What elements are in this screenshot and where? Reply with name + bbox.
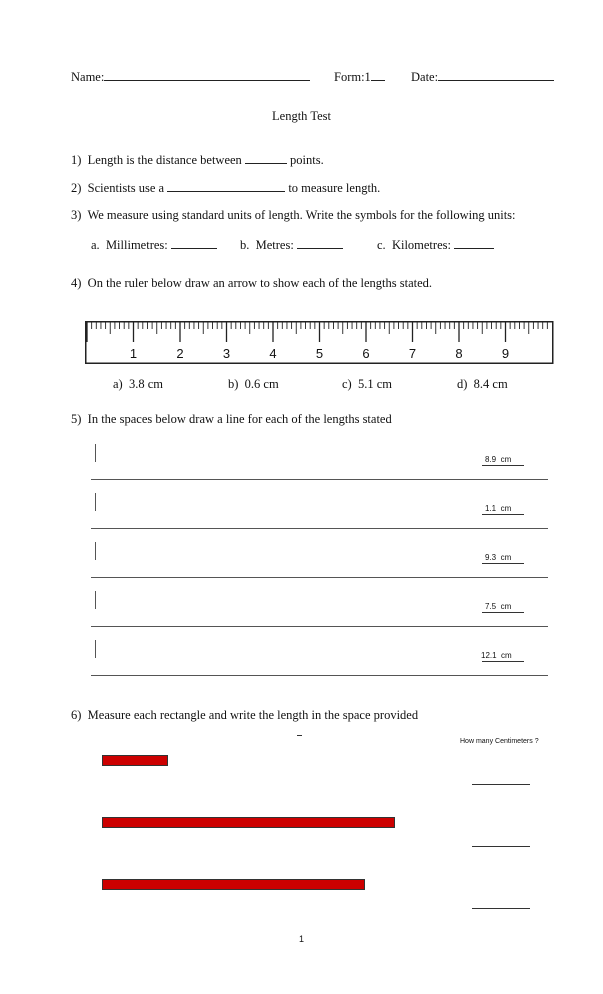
question-3-text: We measure using standard units of length. Write the symbols for the following units: bbox=[87, 208, 516, 222]
ruler-number: 3 bbox=[222, 346, 231, 361]
question-6 bbox=[71, 708, 418, 723]
unit-blank[interactable] bbox=[454, 236, 494, 249]
length-label: 1.1 cm bbox=[485, 504, 512, 513]
question-number: 3) bbox=[71, 208, 82, 222]
drawing-space-rule[interactable] bbox=[91, 479, 548, 480]
question-6-text: Measure each rectangle and write the length in the space provided bbox=[87, 708, 419, 722]
date-label: Date: bbox=[411, 70, 439, 84]
length-underline bbox=[482, 563, 524, 564]
answer-header: How many Centimeters ? bbox=[460, 738, 539, 745]
answer-blank-2[interactable] bbox=[472, 846, 530, 847]
ruler-number: 6 bbox=[362, 346, 370, 361]
red-rectangle-1 bbox=[102, 755, 168, 766]
length-letter: a) bbox=[113, 377, 123, 391]
name-label: Name: bbox=[71, 70, 105, 84]
unit-millimetres bbox=[91, 236, 217, 253]
unit-letter: c. bbox=[377, 238, 386, 252]
line-start-mark bbox=[95, 591, 96, 609]
length-underline bbox=[482, 514, 524, 515]
red-rectangle-3 bbox=[102, 879, 365, 890]
question-2 bbox=[71, 179, 380, 196]
question-1 bbox=[71, 151, 324, 168]
page-number: 1 bbox=[298, 934, 304, 944]
length-value: 8.4 cm bbox=[473, 377, 508, 391]
ruler-number: 9 bbox=[501, 346, 510, 361]
length-label: 8.9 cm bbox=[485, 455, 512, 464]
answer-blank-1[interactable] bbox=[472, 784, 530, 785]
form-blank[interactable] bbox=[371, 68, 385, 81]
date-blank[interactable] bbox=[438, 68, 554, 81]
drawing-space-rule[interactable] bbox=[91, 675, 548, 676]
stray-mark bbox=[297, 735, 302, 736]
question-2-blank[interactable] bbox=[167, 179, 285, 192]
unit-blank[interactable] bbox=[297, 236, 343, 249]
unit-label: Millimetres: bbox=[105, 238, 168, 252]
name-blank[interactable] bbox=[104, 68, 310, 81]
ruler-number: 4 bbox=[269, 346, 277, 361]
length-item-a bbox=[113, 377, 163, 392]
ruler-number: 5 bbox=[315, 346, 324, 361]
length-letter: d) bbox=[457, 377, 468, 391]
red-rectangle-2 bbox=[102, 817, 395, 828]
question-1-text-after: points. bbox=[290, 153, 324, 167]
question-4-text: On the ruler below draw an arrow to show each of the lengths stated. bbox=[87, 276, 433, 290]
length-item-b bbox=[228, 377, 279, 392]
answer-blank-3[interactable] bbox=[472, 908, 530, 909]
line-start-mark bbox=[95, 640, 96, 658]
length-label: 7.5 cm bbox=[485, 602, 512, 611]
unit-letter: b. bbox=[240, 238, 250, 252]
unit-label: Kilometres: bbox=[391, 238, 451, 252]
drawing-space-rule[interactable] bbox=[91, 528, 548, 529]
question-3 bbox=[71, 208, 516, 223]
length-label: 9.3 cm bbox=[485, 553, 512, 562]
question-2-text-before: Scientists use a bbox=[87, 181, 165, 195]
length-value: 5.1 cm bbox=[357, 377, 392, 391]
drawing-space-rule[interactable] bbox=[91, 577, 548, 578]
question-5-text: In the spaces below draw a line for each of the lengths stated bbox=[87, 412, 392, 426]
unit-metres bbox=[240, 236, 343, 253]
length-item-c bbox=[342, 377, 392, 392]
ruler-number: 1 bbox=[129, 346, 138, 361]
line-start-mark bbox=[95, 542, 96, 560]
line-start-mark bbox=[95, 444, 96, 462]
ruler[interactable] bbox=[85, 321, 554, 365]
length-underline bbox=[482, 661, 524, 662]
ruler-number: 7 bbox=[408, 346, 417, 361]
length-label: 12.1 cm bbox=[481, 651, 512, 660]
ruler-number: 8 bbox=[455, 346, 463, 361]
length-underline bbox=[482, 465, 524, 466]
drawing-space-rule[interactable] bbox=[91, 626, 548, 627]
line-start-mark bbox=[95, 493, 96, 511]
question-number: 5) bbox=[71, 412, 82, 426]
name-field bbox=[71, 68, 310, 85]
length-letter: b) bbox=[228, 377, 239, 391]
unit-blank[interactable] bbox=[171, 236, 217, 249]
form-field bbox=[334, 68, 385, 85]
date-field bbox=[411, 68, 554, 85]
question-number: 1) bbox=[71, 153, 82, 167]
page-title: Length Test bbox=[272, 109, 331, 123]
question-2-text-after: to measure length. bbox=[288, 181, 381, 195]
question-number: 6) bbox=[71, 708, 82, 722]
unit-letter: a. bbox=[91, 238, 100, 252]
question-1-blank[interactable] bbox=[245, 151, 287, 164]
ruler-number: 2 bbox=[176, 346, 184, 361]
length-underline bbox=[482, 612, 524, 613]
question-number: 4) bbox=[71, 276, 82, 290]
length-item-d bbox=[457, 377, 508, 392]
length-value: 3.8 cm bbox=[128, 377, 163, 391]
length-letter: c) bbox=[342, 377, 352, 391]
question-number: 2) bbox=[71, 181, 82, 195]
question-4 bbox=[71, 276, 432, 291]
unit-kilometres bbox=[377, 236, 494, 253]
question-5 bbox=[71, 412, 392, 427]
unit-label: Metres: bbox=[255, 238, 294, 252]
form-label: Form:1 bbox=[334, 70, 371, 84]
length-value: 0.6 cm bbox=[244, 377, 279, 391]
question-1-text-before: Length is the distance between bbox=[87, 153, 242, 167]
